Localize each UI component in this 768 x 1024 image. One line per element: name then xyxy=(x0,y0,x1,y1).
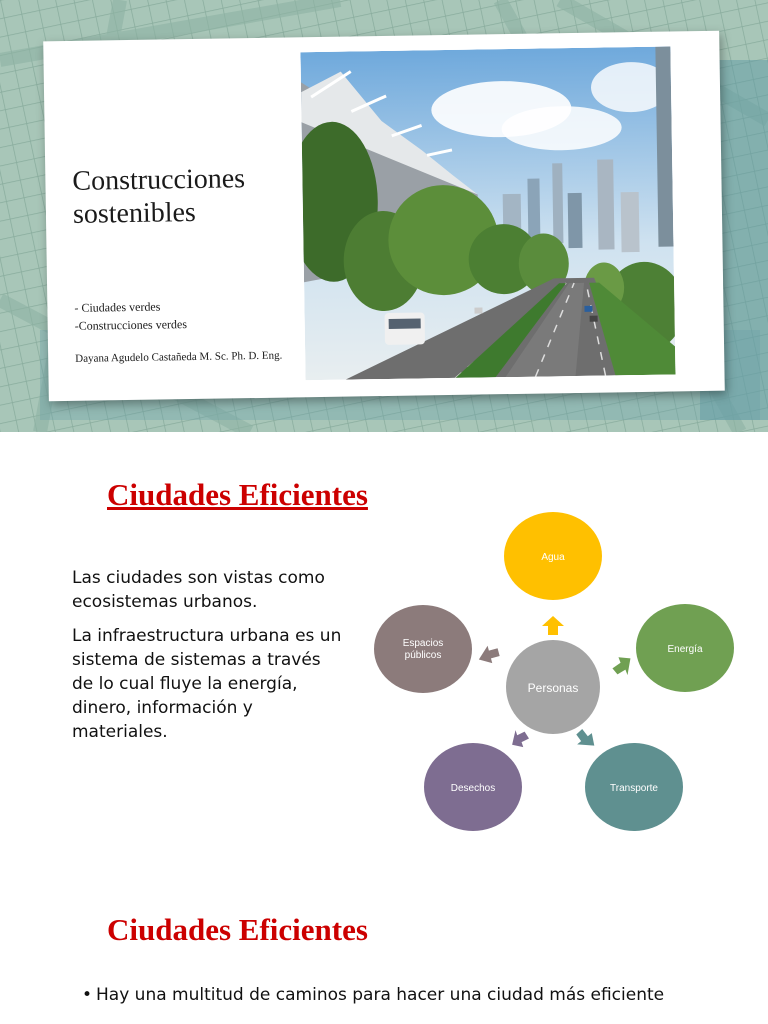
subtitle-item: -Construcciones verdes xyxy=(74,317,188,333)
body-text xyxy=(72,566,342,754)
arrow-to-agua-icon xyxy=(542,616,564,635)
paragraph: La infraestructura urbana es un sistema de sistemas a través de lo cual fluye la energía, dinero, información y materiales. xyxy=(72,626,342,742)
title-slide xyxy=(0,0,768,432)
espacios-label: Espacios xyxy=(402,638,444,649)
subtitle-list xyxy=(74,295,315,335)
content-slide-1 xyxy=(0,432,768,864)
subtitle-item: - Ciudades verdes xyxy=(74,299,161,315)
arrow-to-transporte-icon xyxy=(572,726,600,753)
arrow-to-espacios-icon xyxy=(476,643,501,666)
bullet-item xyxy=(82,984,722,1006)
paragraph: Las ciudades son vistas como ecosistemas urbanos. xyxy=(72,568,325,612)
transporte-label: Transporte xyxy=(610,783,658,794)
arrow-to-energia-icon xyxy=(612,656,631,677)
bullet-text: Hay una multitud de caminos para hacer una ciudad más eficiente xyxy=(96,985,665,1005)
arrow-to-desechos-icon xyxy=(506,726,531,751)
desechos-label: Desechos xyxy=(450,783,496,794)
espacios-label: públicos xyxy=(404,650,442,661)
slide-heading: Ciudades Eficientes xyxy=(107,912,368,947)
city-photo xyxy=(300,46,675,380)
content-slide-2 xyxy=(0,864,768,1024)
slide-heading: Ciudades Eficientes xyxy=(107,477,368,512)
title-card xyxy=(43,31,725,402)
bullet-icon: • xyxy=(82,985,93,1005)
cycle-diagram xyxy=(360,512,760,842)
energia-label: Energía xyxy=(667,644,703,655)
center-label: Personas xyxy=(527,681,579,695)
slide-title: Construcciones sostenibles xyxy=(72,163,246,230)
espacios-node xyxy=(374,605,472,693)
author-line: Dayana Agudelo Castañeda M. Sc. Ph. D. Eng. xyxy=(75,349,283,365)
agua-label: Agua xyxy=(541,552,565,563)
